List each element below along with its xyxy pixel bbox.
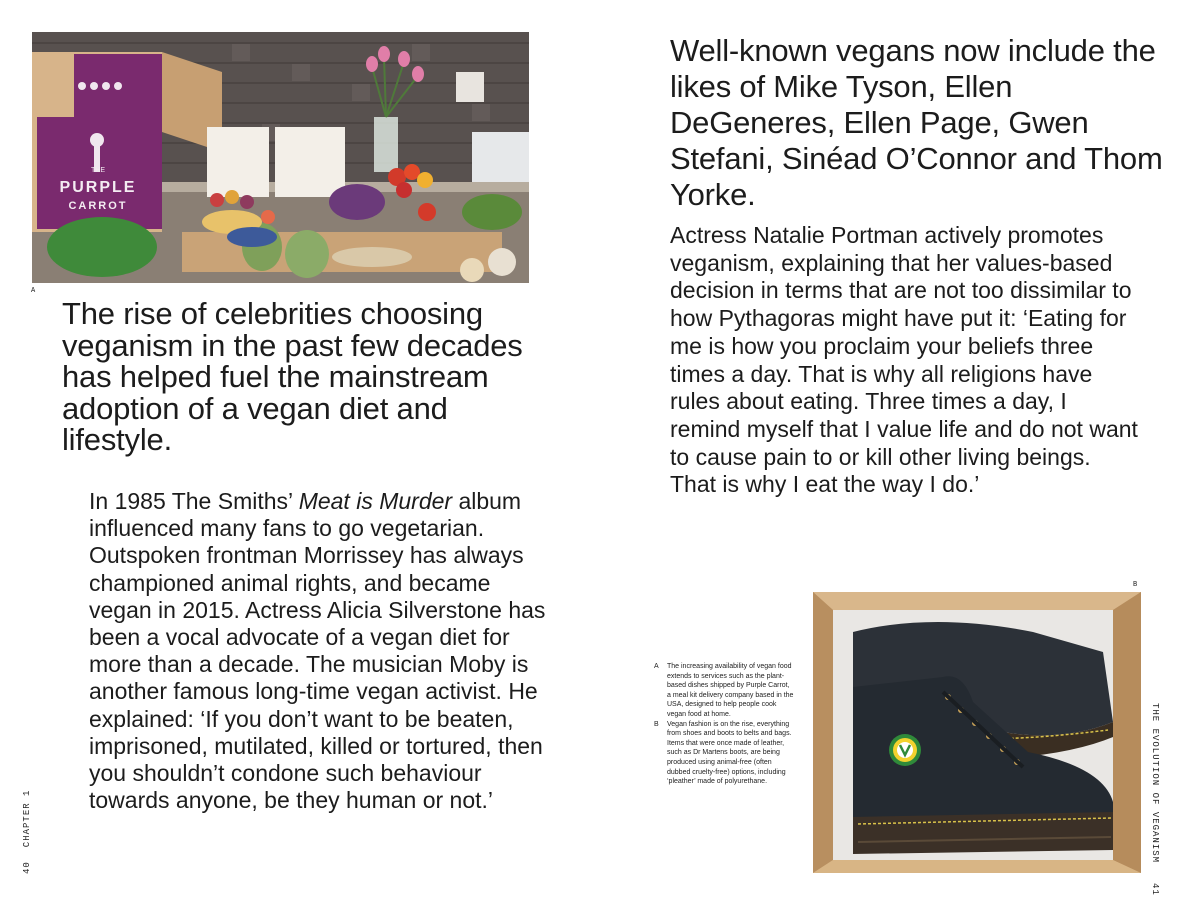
caption-b-key: B xyxy=(654,720,659,728)
album-title: Meat is Murder xyxy=(298,488,453,514)
left-page-number: 40 xyxy=(22,861,32,874)
right-page xyxy=(600,0,1200,904)
left-body-post: album influenced many fans to go vegetarian. Outspoken frontman Morrissey has always championed animal rights, and became vegan in 2015. Actress Alicia Silverstone has been a vocal advocate of a vegan diet for more than a decade. The musician Moby is another famous long-time vegan activist. He explained: ‘If you don’t want to be beaten, imprisoned, mutilated, killed or tortured, then you shouldn’t condone such behaviour towards anyone, be they human or not.’ xyxy=(89,488,546,814)
right-running-head: THE EVOLUTION OF VEGANISM xyxy=(1150,703,1160,864)
photo-b-label: B xyxy=(1133,581,1138,589)
right-pull-quote: Well-known vegans now include the likes of Mike Tyson, Ellen DeGeneres, Ellen Page, Gwen Stefani, Sinéad O’Connor and Thom Yorke. xyxy=(670,33,1163,212)
box-brand-the: THE xyxy=(91,167,105,174)
caption-a-key: A xyxy=(654,663,659,670)
caption-a-text: The increasing availability of vegan food extends to services such as the plant-based dishes shipped by Purple Carrot, a meal kit delivery company based in the USA, designed to help people cook vegan food at home. xyxy=(667,663,794,718)
caption-b-text: Vegan fashion is on the rise, everything from shoes and boots to belts and bags. Items that were once made of leather, such as Dr Martens boots, are being produced using animal-free (often dubbed cruelty-free) options, including ‘pleather’ made of polyurethane. xyxy=(667,720,792,786)
photo-meal-kit xyxy=(32,32,529,283)
right-folio xyxy=(1150,703,1160,896)
box-brand-carrot: CARROT xyxy=(68,200,128,212)
left-pull-quote: The rise of celebrities choosing veganism in the past few decades has helped fuel the mainstream adoption of a vegan diet and lifestyle. xyxy=(62,296,523,457)
right-body-text: Actress Natalie Portman actively promotes veganism, explaining that her values-based decision in terms that are not too dissimilar to how Pythagoras might have put it: ‘Eating for me is how you proclaim your beliefs three times a day. That is why all religions have rules about eating. Three times a day, I remind myself that I value life and do not want to cause pain to or kill other living beings. That is why I eat the way I do.’ xyxy=(670,222,1138,498)
caption-b xyxy=(654,720,794,787)
photo-boot-box xyxy=(813,592,1141,873)
photo-a-label: A xyxy=(31,287,36,295)
meal-kit-illustration xyxy=(32,32,529,283)
left-folio xyxy=(22,790,32,874)
right-page-number: 41 xyxy=(1150,883,1160,896)
left-body-pre: In 1985 The Smiths’ xyxy=(89,488,299,514)
photo-captions xyxy=(654,662,794,787)
caption-a xyxy=(654,662,794,720)
left-body-text xyxy=(89,488,549,814)
left-running-head: CHAPTER 1 xyxy=(22,789,32,848)
boots-illustration xyxy=(813,592,1141,873)
box-brand-purple: PURPLE xyxy=(59,179,137,196)
vegan-badge xyxy=(889,734,921,766)
